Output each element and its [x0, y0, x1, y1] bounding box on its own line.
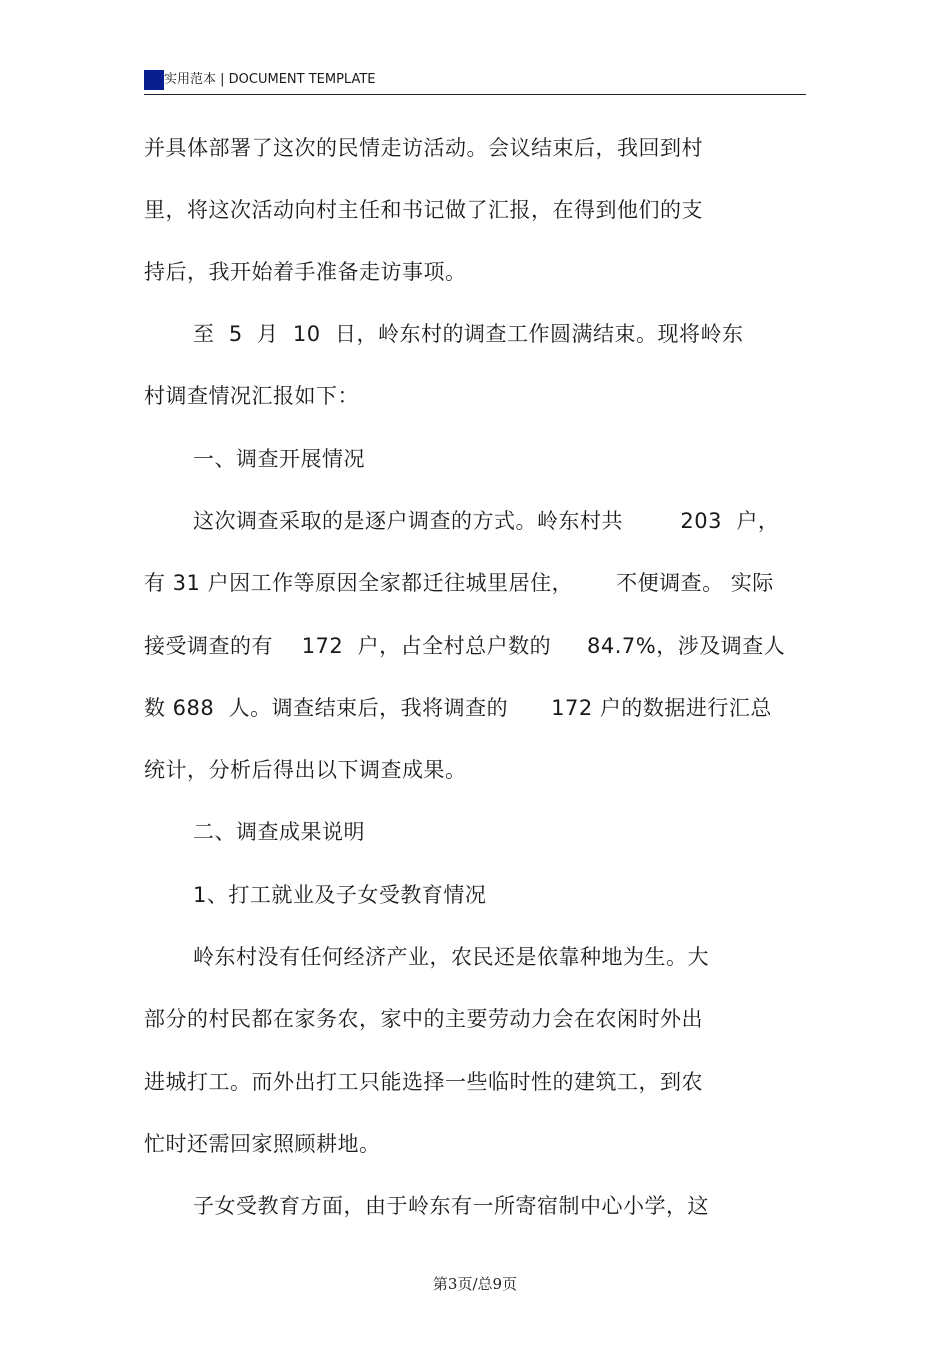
header-square-icon [144, 70, 164, 90]
section-heading: 二、调查成果说明 [193, 820, 365, 844]
body-line: 持后，我开始着手准备走访事项。 [144, 260, 467, 284]
body-line: 忙时还需回家照顾耕地。 [144, 1132, 381, 1156]
header-label: 实用范本 | DOCUMENT TEMPLATE [164, 72, 376, 87]
document-header [144, 70, 806, 95]
body-line: 接受调查的有 172 户，占全村总户数的 84.7%，涉及调查人 [144, 634, 786, 658]
body-line: 部分的村民都在家务农，家中的主要劳动力会在农闲时外出 [144, 1007, 703, 1031]
body-line: 进城打工。而外出打工只能选择一些临时性的建筑工，到农 [144, 1070, 703, 1094]
body-line: 村调查情况汇报如下： [144, 384, 359, 408]
body-line: 统计，分析后得出以下调查成果。 [144, 758, 467, 782]
body-line: 里，将这次活动向村主任和书记做了汇报，在得到他们的支 [144, 198, 703, 222]
page-number: 第3页/总9页 [432, 1275, 518, 1293]
section-heading: 一、调查开展情况 [193, 447, 365, 471]
body-line: 数 688 人。调查结束后，我将调查的 172 户的数据进行汇总 [144, 696, 772, 720]
subsection-heading: 1、打工就业及子女受教育情况 [193, 883, 487, 907]
body-line: 子女受教育方面，由于岭东有一所寄宿制中心小学，这 [193, 1194, 709, 1218]
body-line: 岭东村没有任何经济产业，农民还是依靠种地为生。大 [193, 945, 709, 969]
body-line: 这次调查采取的是逐户调查的方式。岭东村共 203 户， [193, 509, 780, 533]
body-line: 有 31 户因工作等原因全家都迁往城里居住， 不便调查。 实际 [144, 571, 774, 595]
body-line: 至 5 月 10 日，岭东村的调查工作圆满结束。现将岭东 [193, 322, 744, 346]
body-line: 并具体部署了这次的民情走访活动。会议结束后，我回到村 [144, 136, 703, 160]
